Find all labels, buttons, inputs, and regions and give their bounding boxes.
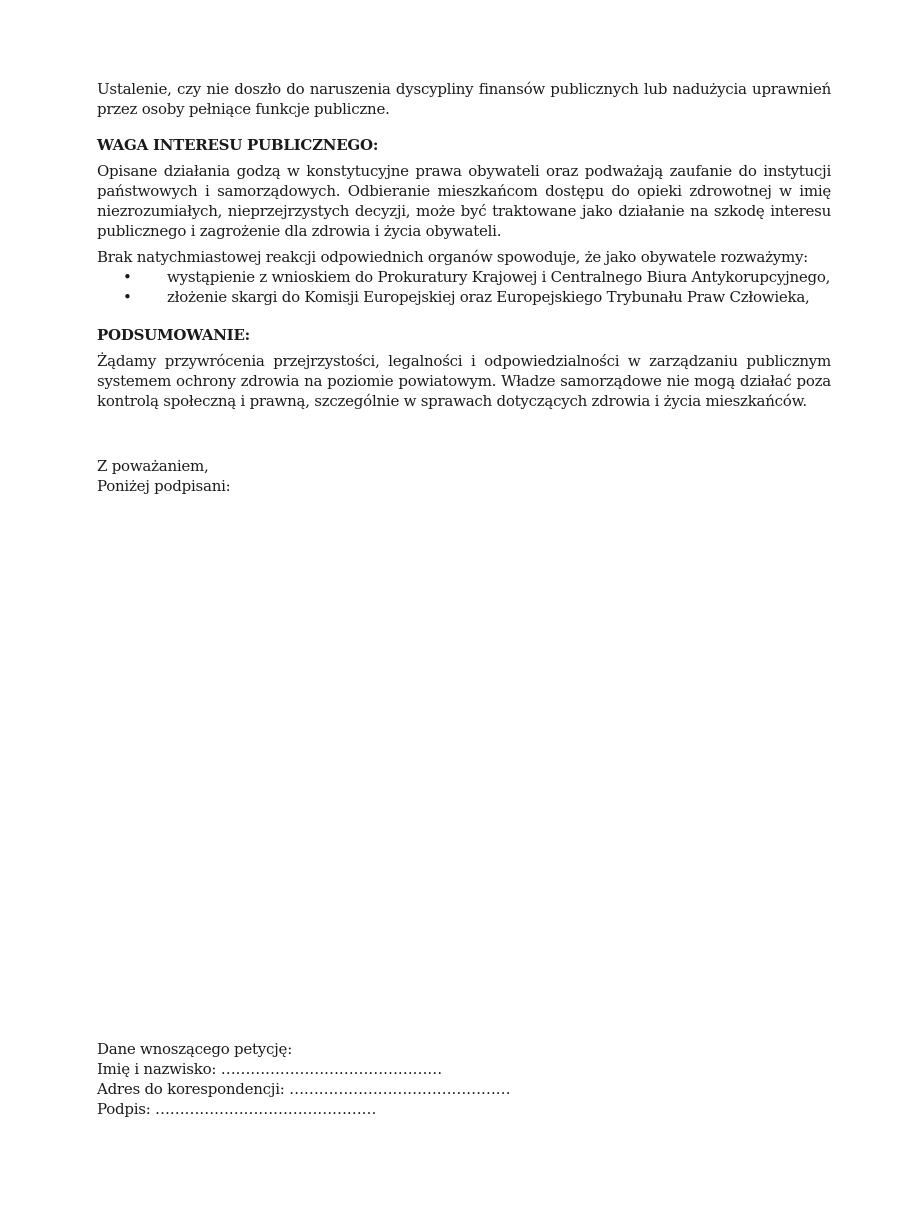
list-item: • złożenie skargi do Komisji Europejskiej oraz Europejskiego Trybunału Praw Człowieka, [167,287,831,307]
consequences-paragraph: Brak natychmiastowej reakcji odpowiednich organów spowoduje, że jako obywatele rozważymy: [97,248,808,266]
summary-paragraph: Żądamy przywrócenia przejrzystości, legalności i odpowiedzialności w zarządzaniu publicznym systemem ochrony zdrowia na poziomie powiatowym. Władze samorządowe nie mogą działać poza kontrolą społeczną i prawną, szczególnie w sprawach dotyczących zdrowia i życia mieszkańców. [97,352,831,410]
name-field-line: Imię i nazwisko: ……………………………………… [97,1060,442,1078]
consequences-list [97,267,831,307]
document-body [97,79,831,496]
summary-heading: PODSUMOWANIE: [97,326,250,344]
list-item: • wystąpienie z wnioskiem do Prokuratury Krajowej i Centralnego Biura Antykorupcyjnego, [167,267,831,287]
signature-field-line: Podpis: ……………………………………… [97,1100,377,1118]
public-interest-heading: WAGA INTERESU PUBLICZNEGO: [97,136,379,154]
petitioner-details [97,1039,510,1119]
closing-block [97,456,831,496]
address-field-line: Adres do korespondencji: ……………………………………… [97,1080,511,1098]
public-interest-paragraph: Opisane działania godzą w konstytucyjne prawa obywateli oraz podważają zaufanie do instytucji państwowych i samorządowych. Odbieranie mieszkańcom dostępu do opieki zdrowotnej w imię niezrozumiałych, nieprzejrzystych decyzji, może być traktowane jako działanie na szkodę interesu publicznego i zagrożenie dla zdrowia i życia obywateli. [97,162,831,240]
salutation: Z poważaniem, [97,457,209,475]
signatories-label: Poniżej podpisani: [97,477,231,495]
petitioner-title: Dane wnoszącego petycję: [97,1040,292,1058]
intro-paragraph: Ustalenie, czy nie doszło do naruszenia dyscypliny finansów publicznych lub nadużycia uprawnień przez osoby pełniące funkcje publiczne. [97,80,831,118]
